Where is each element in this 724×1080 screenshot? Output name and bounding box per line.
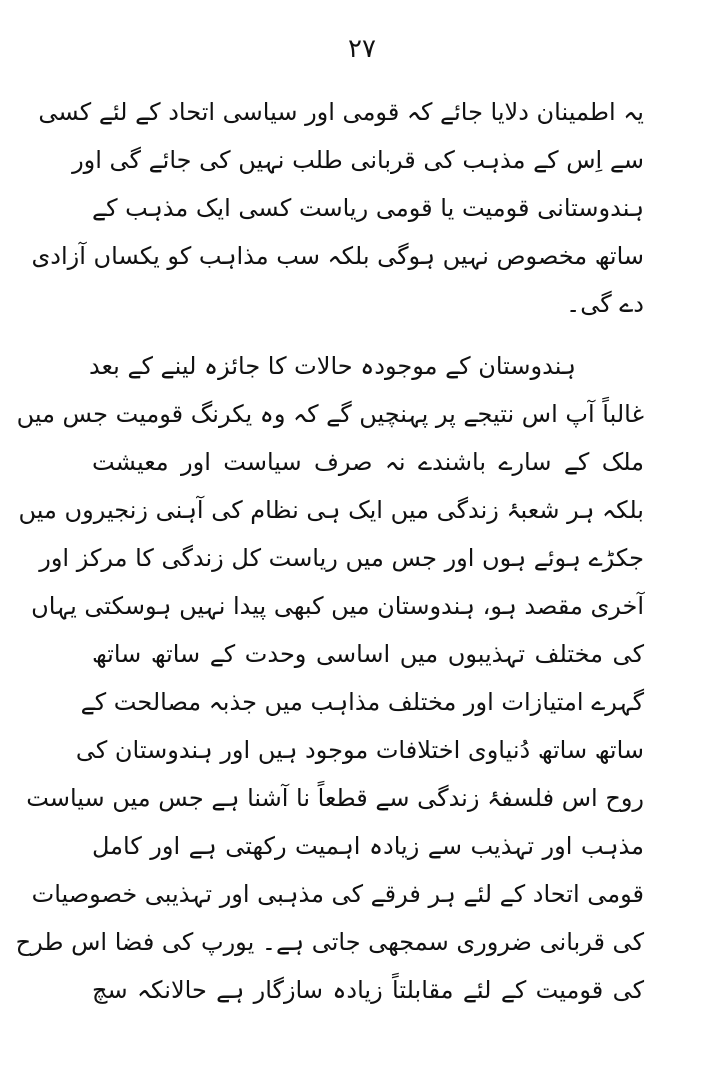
text-line: ساتھ مخصوص نہیں ہوگی بلکہ سب مذاہب کو یکساں آزادی [31,242,644,270]
text-line: جکڑے ہوئے ہوں اور جس میں ریاست کل زندگی کا مرکز اور [39,544,644,572]
text-line: کی قربانی ضروری سمجھی جاتی ہے۔ یورپ کی فضا اس طرح [15,928,644,956]
page-number: ۲۷ [348,34,376,64]
text-line: دے گی۔ [566,290,644,318]
text-line: بلکہ ہر شعبۂ زندگی میں ایک ہی نظام کی آہنی زنجیروں میں [18,496,644,524]
text-line: گہرے امتیازات اور مختلف مذاہب میں جذبہ مصالحت کے [80,688,644,716]
text-line: ہندوستان کے موجودہ حالات کا جائزہ لینے کے بعد [88,352,576,380]
text-line: قومی اتحاد کے لئے ہر فرقے کی مذہبی اور تہذیبی خصوصیات [31,880,644,908]
text-line: کی قومیت کے لئے مقابلتاً زیادہ سازگار ہے حالانکہ سچ [92,976,644,1004]
text-line: مذہب اور تہذیب سے زیادہ اہمیت رکھتی ہے اور کامل [92,832,644,860]
body-text [15,88,644,1014]
paragraph-1 [31,88,644,328]
text-line: یہ اطمینان دلایا جائے کہ قومی اور سیاسی اتحاد کے لئے کسی [38,98,644,126]
text-line: غالباً آپ اس نتیجے پر پہنچیں گے کہ وہ یکرنگ قومیت جس میں [16,400,644,428]
text-line: ساتھ ساتھ دُنیاوی اختلافات موجود ہیں اور ہندوستان کی [75,736,644,764]
text-line: ملک کے سارے باشندے نہ صرف سیاست اور معیشت [92,448,644,476]
paragraph-gap [92,328,644,342]
paragraph-2 [15,342,644,1014]
text-line: روح اس فلسفۂ زندگی سے قطعاً نا آشنا ہے جس میں سیاست [26,784,644,812]
text-line: سے اِس کے مذہب کی قربانی طلب نہیں کی جائے گی اور [72,146,644,174]
text-line: ہندوستانی قومیت یا قومی ریاست کسی ایک مذہب کے [92,194,644,222]
text-line: کی مختلف تہذیبوں میں اساسی وحدت کے ساتھ ساتھ [92,640,644,668]
text-line: آخری مقصد ہو، ہندوستان میں کبھی پیدا نہیں ہوسکتی یہاں [31,592,644,620]
